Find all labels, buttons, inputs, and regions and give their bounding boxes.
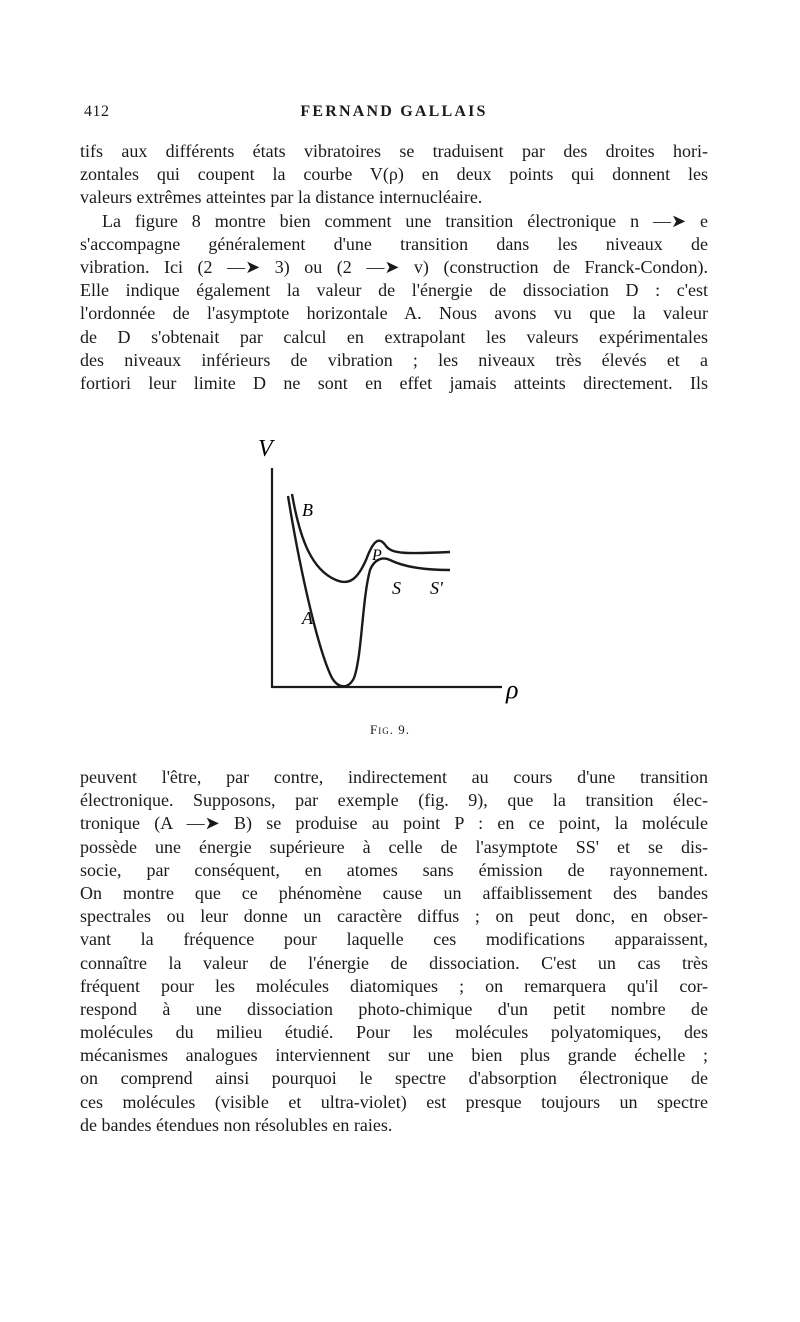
text-line: de D s'obtenait par calcul en extrapolant les valeurs expérimentales (80, 326, 708, 347)
text-line: fortiori leur limite D ne sont en effet jamais atteints directement. Ils (80, 372, 708, 393)
text-line: vibration. Ici (2 —➤ 3) ou (2 —➤ v) (construction de Franck-Condon). (80, 256, 708, 277)
text-line: mécanismes analogues interviennent sur une bien plus grande échelle ; (80, 1045, 708, 1066)
text-line: l'ordonnée de l'asymptote horizontale A. Nous avons vu que la valeur (80, 303, 708, 324)
text-line: fréquent pour les molécules diatomiques ; on remarquera qu'il cor- (80, 975, 708, 996)
text-line: électronique. Supposons, par exemple (fig. 9), que la transition élec- (80, 790, 708, 811)
point-label-p: P (372, 547, 382, 564)
figure-caption: Fig. 9. (370, 722, 410, 737)
text-line: des niveaux inférieurs de vibration ; les niveaux très élevés et a (80, 349, 708, 370)
text-line: s'accompagne généralement d'une transition dans les niveaux de (80, 233, 708, 254)
text-line: peuvent l'être, par contre, indirectement au cours d'une transition (80, 767, 708, 787)
text-line: Elle indique également la valeur de l'énergie de dissociation D : c'est (80, 280, 708, 301)
running-head (80, 103, 708, 129)
curve-a (288, 496, 450, 686)
text-line: molécules du milieu étudié. Pour les molécules polyatomiques, des (80, 1022, 708, 1043)
curve-label-a: A (302, 608, 313, 628)
text-line: tronique (A —➤ B) se produise au point P : en ce point, la molécule (80, 813, 708, 834)
y-axis-label: V (258, 436, 273, 462)
text-line: ces molécules (visible et ultra-violet) est presque toujours un spectre (80, 1091, 708, 1112)
text-line: On montre que ce phénomène cause un affaiblissement des bandes (80, 882, 708, 903)
potential-energy-diagram (240, 420, 540, 720)
text-line: zontales qui coupent la courbe V(ρ) en deux points qui donnent les (80, 164, 708, 185)
text-line: on comprend ainsi pourquoi le spectre d'absorption électronique de (80, 1068, 708, 1089)
text-line: vant la fréquence pour laquelle ces modifications apparaissent, (80, 929, 708, 950)
x-axis-label: ρ (506, 675, 519, 704)
text-line: connaître la valeur de l'énergie de dissociation. C'est un cas très (80, 952, 708, 973)
paragraph-bottom (80, 766, 708, 1137)
text-line: possède une énergie supérieure à celle de l'asymptote SS' et se dis- (80, 836, 708, 857)
text-line: de bandes étendues non résolubles en raies. (80, 1114, 393, 1135)
text-line: spectrales ou leur donne un caractère diffus ; on peut donc, en obser- (80, 906, 708, 927)
curve-label-b: B (302, 500, 313, 520)
running-title: FERNAND GALLAIS (300, 103, 488, 120)
page-number: 412 (84, 103, 110, 120)
paragraph-top (80, 140, 708, 395)
figure-9 (240, 420, 540, 737)
text-line: socie, par conséquent, en atomes sans émission de rayonnement. (80, 859, 708, 880)
text-line: valeurs extrêmes atteintes par la distance internucléaire. (80, 187, 483, 208)
asymptote-label-s-prime: S' (430, 578, 443, 598)
text-line: tifs aux différents états vibratoires se traduisent par des droites hori- (80, 141, 708, 161)
text-line: respond à une dissociation photo-chimique d'un petit nombre de (80, 998, 708, 1019)
asymptote-label-s: S (392, 578, 401, 598)
text-line: La figure 8 montre bien comment une transition électronique n —➤ e (102, 210, 708, 231)
